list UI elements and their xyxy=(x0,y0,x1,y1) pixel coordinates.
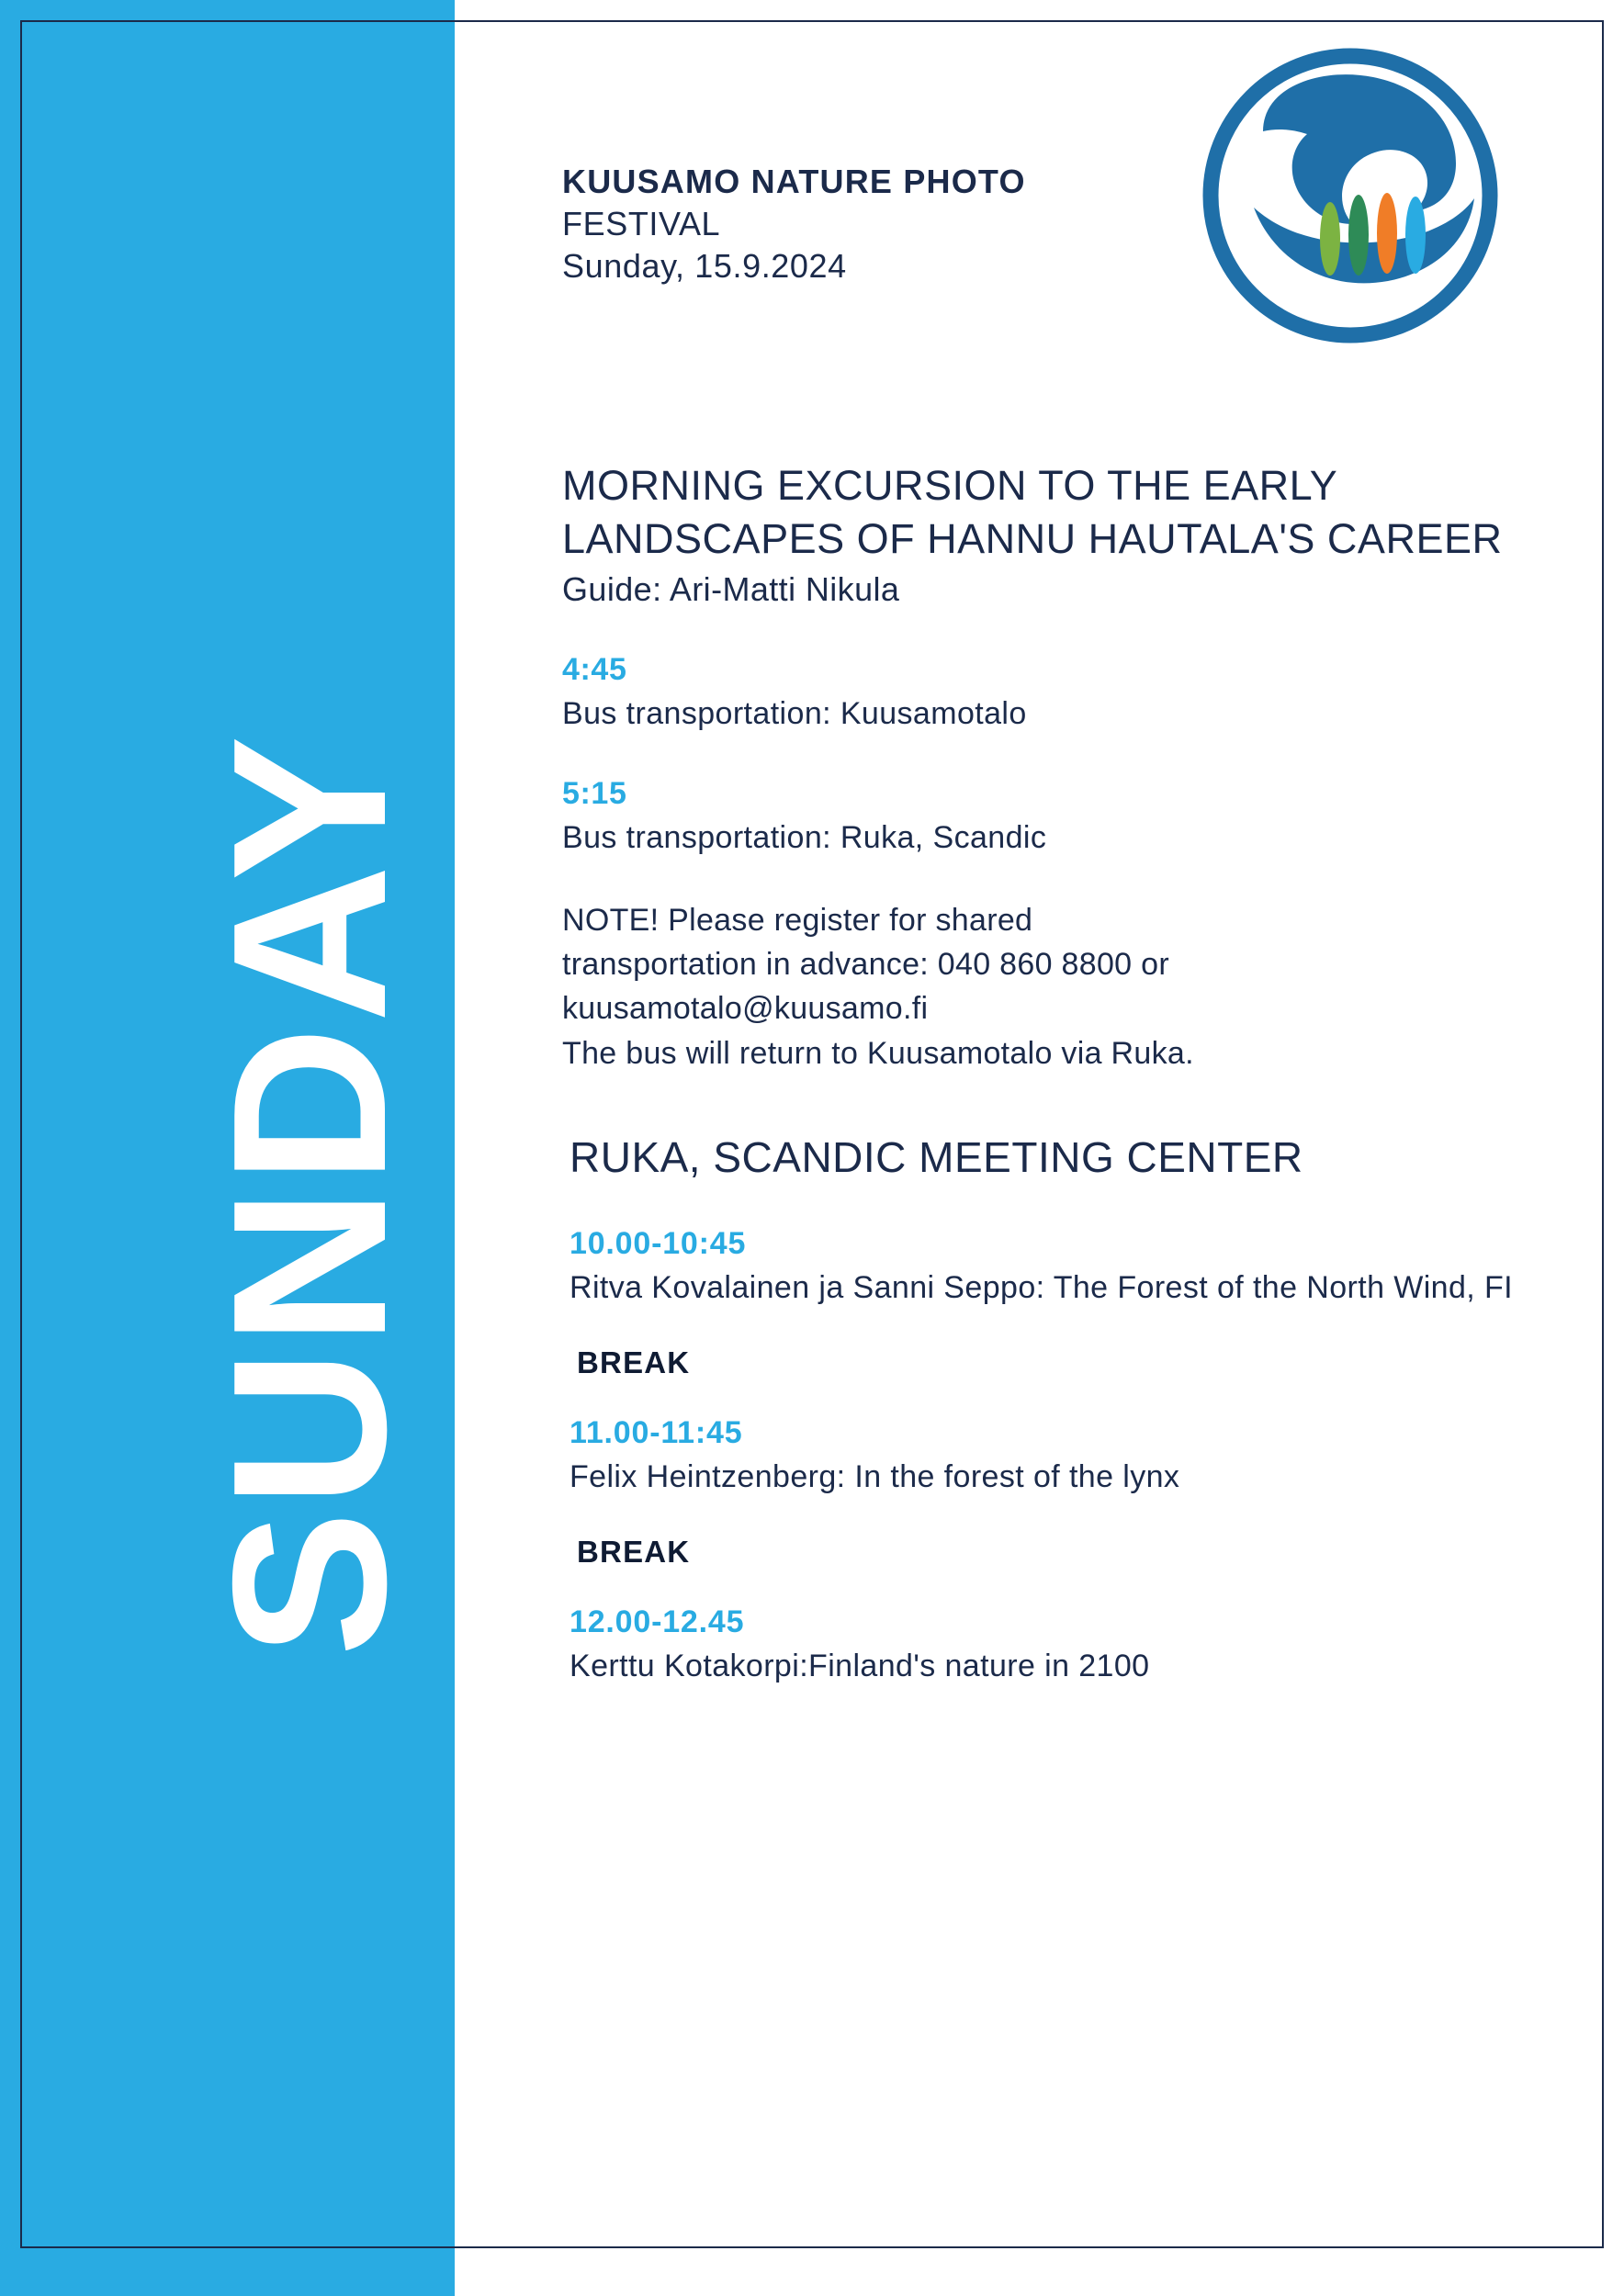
festival-header xyxy=(562,161,1260,287)
departure-time-2: 5:15 xyxy=(562,775,627,811)
talk-time-2: 11.00-11:45 xyxy=(570,1414,743,1450)
venue-heading: RUKA, SCANDIC MEETING CENTER xyxy=(570,1132,1303,1181)
departure-time-1: 4:45 xyxy=(562,651,627,687)
note-line-3: kuusamotalo@kuusamo.fi xyxy=(562,991,929,1027)
festival-title-line2: FESTIVAL xyxy=(562,205,721,243)
talk-desc-2: Felix Heintzenberg: In the forest of the lynx xyxy=(570,1458,1180,1494)
day-label: SUNDAY xyxy=(188,731,432,1657)
program-body xyxy=(562,459,1513,1686)
break-label-1: BREAK xyxy=(577,1345,691,1379)
talk-time-3: 12.00-12.45 xyxy=(570,1604,745,1639)
content-column xyxy=(562,0,1591,2296)
swan-circle-icon xyxy=(1199,44,1502,347)
festival-date: Sunday, 15.9.2024 xyxy=(562,247,847,286)
talk-item xyxy=(570,1226,1513,1309)
festival-title-line1: KUUSAMO NATURE PHOTO xyxy=(562,163,1026,200)
registration-note xyxy=(562,898,1490,1075)
note-line-4: The bus will return to Kuusamotalo via Ruka. xyxy=(562,1035,1194,1071)
talks-list xyxy=(570,1226,1513,1687)
talk-desc-3: Kerttu Kotakorpi:Finland's nature in 2100 xyxy=(570,1648,1150,1683)
break-label-2: BREAK xyxy=(577,1534,691,1569)
excursion-guide: Guide: Ari-Matti Nikula xyxy=(562,570,900,609)
departure-desc-2: Bus transportation: Ruka, Scandic xyxy=(562,819,1047,855)
talk-time-1: 10.00-10:45 xyxy=(570,1225,747,1261)
talk-item xyxy=(570,1415,1513,1498)
talk-item xyxy=(570,1604,1513,1687)
talk-desc-1: Ritva Kovalainen ja Sanni Seppo: The Forest of the North Wind, FI xyxy=(570,1269,1514,1305)
departure-desc-1: Bus transportation: Kuusamotalo xyxy=(562,695,1027,731)
excursion-title: MORNING EXCURSION TO THE EARLY LANDSCAPES OF HANNU HAUTALA'S CAREER xyxy=(562,462,1503,562)
note-line-1: NOTE! Please register for shared xyxy=(562,902,1033,938)
note-line-2: transportation in advance: 040 860 8800 or xyxy=(562,947,1169,983)
